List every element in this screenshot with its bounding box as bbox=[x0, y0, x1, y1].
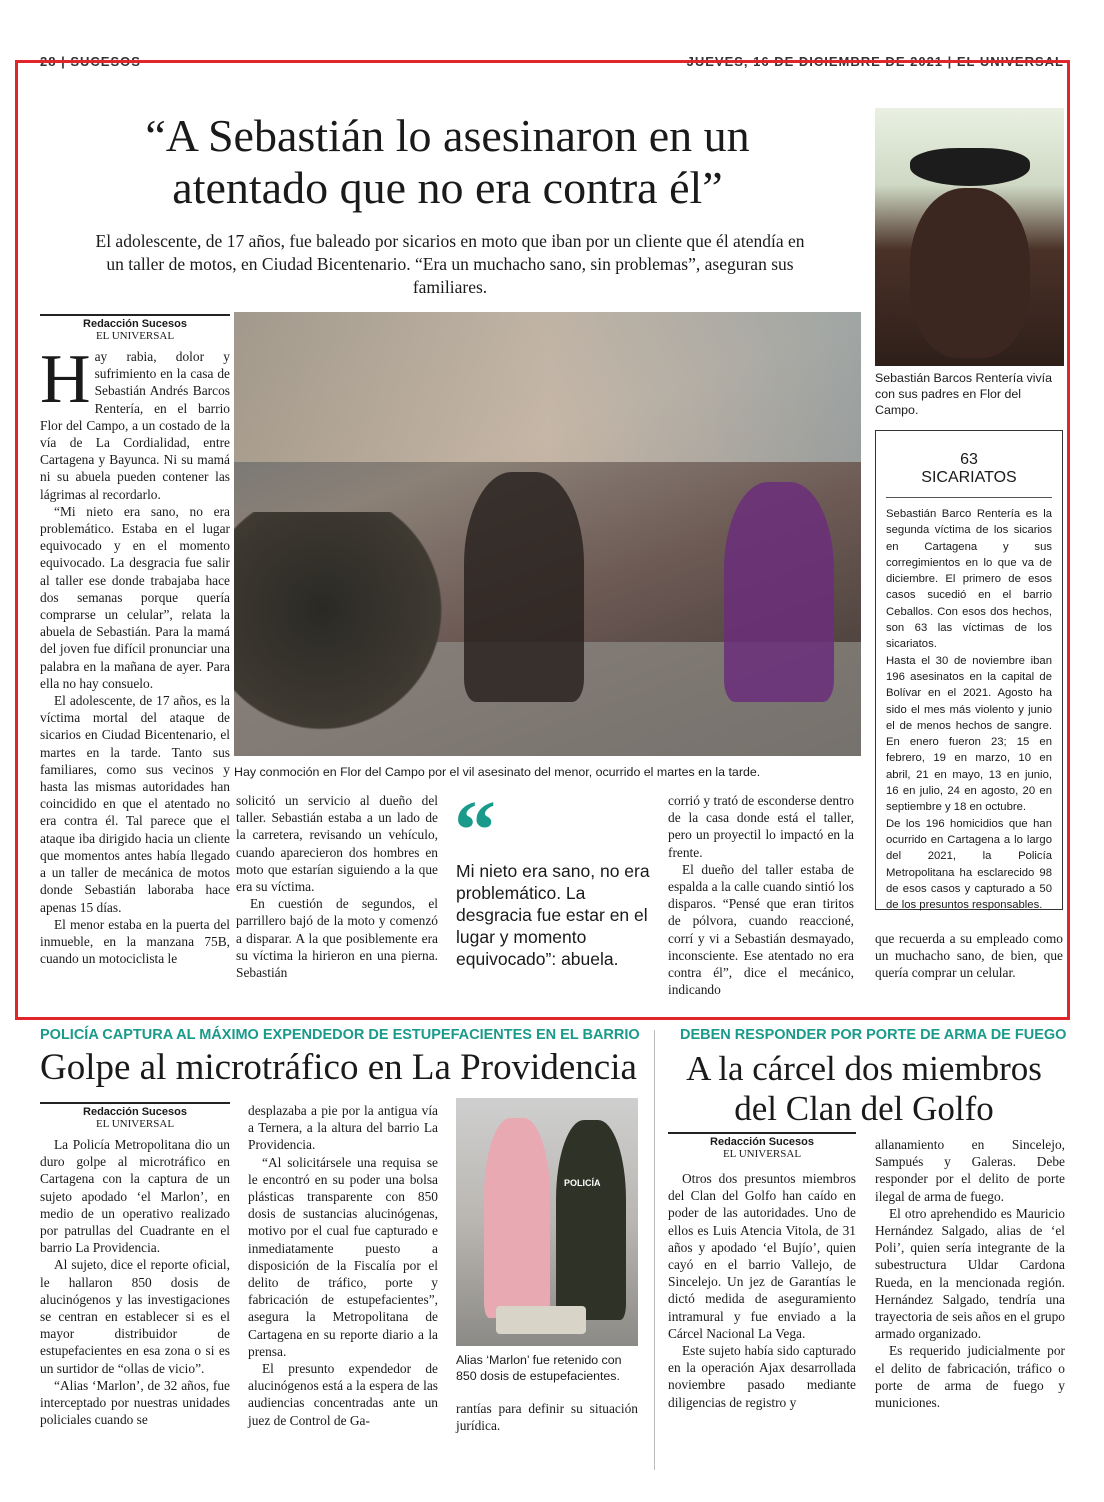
paragraph: allanamiento en Sincelejo, Sampués y Galeras. Debe responder por el delito de porte ilegal de arma de fuego. bbox=[875, 1137, 1065, 1204]
story2-kicker: POLICÍA CAPTURA AL MÁXIMO EXPENDEDOR DE ESTUPEFACIENTES EN EL BARRIO bbox=[40, 1027, 640, 1043]
story3-byline bbox=[668, 1132, 856, 1160]
pull-quote: Mi nieto era sano, no era problemático. La desgracia fue estar en el lugar y momento equivocado”: abuela. bbox=[456, 861, 650, 969]
story2-col3 bbox=[456, 1400, 638, 1434]
sidebar-paragraph: De los 196 homicidios que han ocurrido en Cartagena a lo largo del 2021, la Policía Metropolitana ha esclarecido 98 de esos casos y capturado a 50 de los presuntos responsables. bbox=[886, 817, 1052, 912]
paragraph: “Mi nieto era sano, no era problemático. Estaba en el lugar equivocado y en el momento equivocado. La desgracia fue salir al taller ese donde trabajaba hace dos semanas porque quería comprarse un celular”, relata la abuela de Sebastián. Para la mamá del joven fue difícil pronunciar una palabra en la mañana de ayer. Para ella no hay consuelo. bbox=[40, 503, 230, 691]
portrait-photo bbox=[875, 108, 1064, 366]
story3-col2 bbox=[875, 1136, 1065, 1411]
sidebar-body bbox=[876, 506, 1062, 913]
main-photo-caption: Hay conmoción en Flor del Campo por el vil asesinato del menor, ocurrido el martes en la tarde. bbox=[234, 765, 761, 779]
sidebar-paragraph: Sebastián Barco Rentería es la segunda víctima de los sicarios en Cartagena y sus corregimientos en lo que va de diciembre. El primero de esos casos sucedió en el barrio Ceballos. Con esos dos hechos, son 63 las víctimas de los sicariatos. bbox=[886, 508, 1052, 651]
paragraph: rantías para definir su situación jurídica. bbox=[456, 1401, 638, 1434]
paragraph: ay rabia, dolor y sufrimiento en la casa de Sebastián Andrés Barcos Rentería, en el barrio Flor del Campo, a un costado de la vía de La Cordialidad, entre Cartagena y Bayunca. Ni su mamá ni su abuela pueden contener las lágrimas al recordarlo. bbox=[40, 349, 230, 502]
photo-foreground-plant-shape bbox=[234, 512, 454, 756]
evidence-bag-shape bbox=[496, 1306, 586, 1334]
paragraph: Al sujeto, dice el reporte oficial, le hallaron 850 dosis de alucinógenos y las investigaciones se centran en establecer si es el mayor distribuidor de estupefacientes en esa zona o si es un surtidor de “ollas de vicio”. bbox=[40, 1257, 230, 1376]
paragraph: corrió y trató de esconderse dentro de la casa donde está el taller, pero un proyectil lo impactó en la frente. bbox=[668, 793, 854, 860]
sidebar-number: 63 bbox=[960, 451, 978, 468]
paragraph: El presunto expendedor de alucinógenos está a la espera de las audiencias concentradas ante un juez de Control de Ga- bbox=[248, 1361, 438, 1428]
portrait-caption: Sebastián Barcos Rentería vivía con sus padres en Flor del Campo. bbox=[875, 371, 1053, 417]
paragraph: solicitó un servicio al dueño del taller. Sebastián estaba a un lado de la carretera, revisando un vehículo, cuando aparecieron dos hombres en moto que estarían siguiendo a la que era su víctima. bbox=[236, 793, 438, 895]
paragraph: “Alias ‘Marlon’, de 32 años, fue interceptado por nuestras unidades policiales cuando se bbox=[40, 1377, 230, 1428]
byline-outlet: EL UNIVERSAL bbox=[95, 330, 175, 342]
paragraph: En cuestión de segundos, el parrillero bajó de la moto y comenzó a disparar. A la que posiblemente era su víctima la hirieron en una pierna. Sebastián bbox=[236, 896, 438, 981]
photo-figure-shape bbox=[464, 472, 584, 702]
date-paper: JUEVES, 16 DE DICIEMBRE DE 2021 | EL UNIVERSAL bbox=[686, 54, 1064, 69]
main-photo bbox=[234, 312, 861, 756]
story3-headline-line1: A la cárcel dos miembros bbox=[686, 1049, 1042, 1088]
page-section: 28 | SUCESOS bbox=[40, 54, 141, 69]
paragraph: La Policía Metropolitana dio un duro golpe al microtráfico en Cartagena con la captura de un sujeto apodado ‘el Marlon’, en medio de un operativo realizado por patrullas del Cuadrante en el barrio La Providencia. bbox=[40, 1137, 230, 1256]
photo-wall-shape bbox=[234, 312, 861, 462]
paragraph: Es requerido judicialmente por el delito de fabricación, tráfico o porte de arma de fuego y municiones. bbox=[875, 1343, 1065, 1411]
paragraph: que recuerda a su empleado como un muchacho sano, de bien, que quería comprar un celular. bbox=[875, 931, 1063, 981]
paragraph: “Al solicitársele una requisa se le encontró en su poder una bolsa plásticas transparente con 850 dosis de sustancias alucinógenas, motivo por el cual fue capturado e inmediatamente puesto a disposición de la Fiscalía por el delito de tráfico, porte y fabricación de estupefacientes”, asegura la Metropolitana de Cartagena en su reporte diario a la prensa. bbox=[248, 1154, 438, 1359]
story3-kicker: DEBEN RESPONDER POR PORTE DE ARMA DE FUEGO bbox=[680, 1027, 1067, 1043]
story2-col2 bbox=[248, 1102, 438, 1429]
sidebar-title: SICARIATOS bbox=[886, 469, 1052, 498]
story3-col1 bbox=[668, 1170, 856, 1411]
story2-photo-caption: Alias ‘Marlon’ fue retenido con 850 dosis de estupefacientes. bbox=[456, 1353, 622, 1383]
paragraph: Este sujeto había sido capturado en la operación Ajax desarrollada noviembre pasado mediante diligencias de registro y bbox=[668, 1343, 856, 1410]
officer-figure-shape bbox=[556, 1120, 626, 1320]
story3-headline-line2: del Clan del Golfo bbox=[734, 1089, 994, 1128]
paragraph: El menor estaba en la puerta del inmueble, en la manzana 75B, cuando un motociclista le bbox=[40, 916, 230, 967]
story2-col1 bbox=[40, 1136, 230, 1428]
main-col4 bbox=[668, 792, 854, 998]
byline-name: Redacción Sucesos bbox=[83, 1106, 187, 1118]
column-divider bbox=[654, 1030, 655, 1470]
paragraph: El otro aprehendido es Mauricio Hernández Salgado, alias de ‘el Poli’, quien sería integrante de la subestructura Uldar Cardona Rueda, en la mencionada región. Hernández Salgado, tendría una trayectoria de seis años en el grupo armado organizado. bbox=[875, 1205, 1065, 1342]
main-headline-line1: “A Sebastián lo asesinaron en un bbox=[145, 110, 750, 161]
main-subhead: El adolescente, de 17 años, fue baleado por sicarios en moto que iban por un cliente que él atendía en un taller de motos, en Ciudad Bicentenario. “Era un muchacho sano, sin problemas”, aseguran sus familiares. bbox=[95, 231, 805, 297]
story2-photo bbox=[456, 1098, 638, 1346]
sidebar-box bbox=[875, 430, 1063, 910]
photo-figure-shape bbox=[724, 482, 834, 702]
byline-outlet: EL UNIVERSAL bbox=[722, 1148, 802, 1160]
byline-name: Redacción Sucesos bbox=[710, 1136, 814, 1148]
story3-headline bbox=[664, 1049, 1064, 1129]
main-headline bbox=[40, 110, 855, 214]
byline-name: Redacción Sucesos bbox=[83, 318, 187, 330]
main-col1 bbox=[40, 341, 230, 967]
officer-vest-label: POLICÍA bbox=[564, 1178, 601, 1188]
quote-mark: “ bbox=[454, 784, 496, 877]
face-shape bbox=[910, 188, 1030, 358]
byline-outlet: EL UNIVERSAL bbox=[95, 1118, 175, 1130]
main-headline-line2: atentado que no era contra él” bbox=[172, 162, 723, 213]
main-col5 bbox=[875, 930, 1063, 982]
sidebar-paragraph: Hasta el 30 de noviembre iban 196 asesinatos en la capital de Bolívar en el 2021. Agosto ha sido el mes más violento y junio el de menos hechos de sangre. En enero fueron 23; 15 en febrero, 19 en marzo, 10 en abril, 21 en mayo, 13 en junio, 16 en julio, 24 en agosto, 20 en septiembre y 18 en octubre. bbox=[886, 654, 1052, 814]
suspect-figure-shape bbox=[484, 1118, 550, 1318]
paragraph: El adolescente, de 17 años, es la víctima mortal del ataque de sicarios en Ciudad Bicentenario, el martes en la tarde. Tanto sus familiares, como sus vecinos y hasta las mismas autoridades han coincidido en que el atentado no era contra él. Tal parece que el ataque iba dirigido hacia un cliente que momentos antes había llegado a un taller de mecánica de motos donde Sebastián laboraba hace apenas 15 días. bbox=[40, 693, 230, 915]
paragraph: El dueño del taller estaba de espalda a la calle cuando sintió los disparos. “Pensé que eran tiritos de pólvora, cuando reaccioné, corrí y vi a Sebastián desmayado, inconsciente. Ese atentado no era contra él”, dice el mecánico, indicando bbox=[668, 861, 854, 998]
dropcap: H bbox=[40, 341, 91, 418]
story2-headline: Golpe al microtráfico en La Providencia bbox=[40, 1047, 637, 1088]
paragraph: Otros dos presuntos miembros del Clan del Golfo han caído en poder de las autoridades. Uno de ellos es Luis Atencia Vitola, de 31 años y apodado ‘el Bujío’, quien cayó en el barrio Vallejo, de Sincelejo. Un jez de Garantías le dictó medida de aseguramiento intramural y fue enviado a la Cárcel Nacional La Vega. bbox=[668, 1171, 856, 1341]
sunglasses-shape bbox=[910, 148, 1030, 186]
main-byline bbox=[40, 314, 230, 342]
paragraph: desplazaba a pie por la antigua vía a Ternera, a la altura del barrio La Providencia. bbox=[248, 1103, 438, 1153]
main-col2 bbox=[236, 792, 438, 981]
story2-byline bbox=[40, 1102, 230, 1130]
